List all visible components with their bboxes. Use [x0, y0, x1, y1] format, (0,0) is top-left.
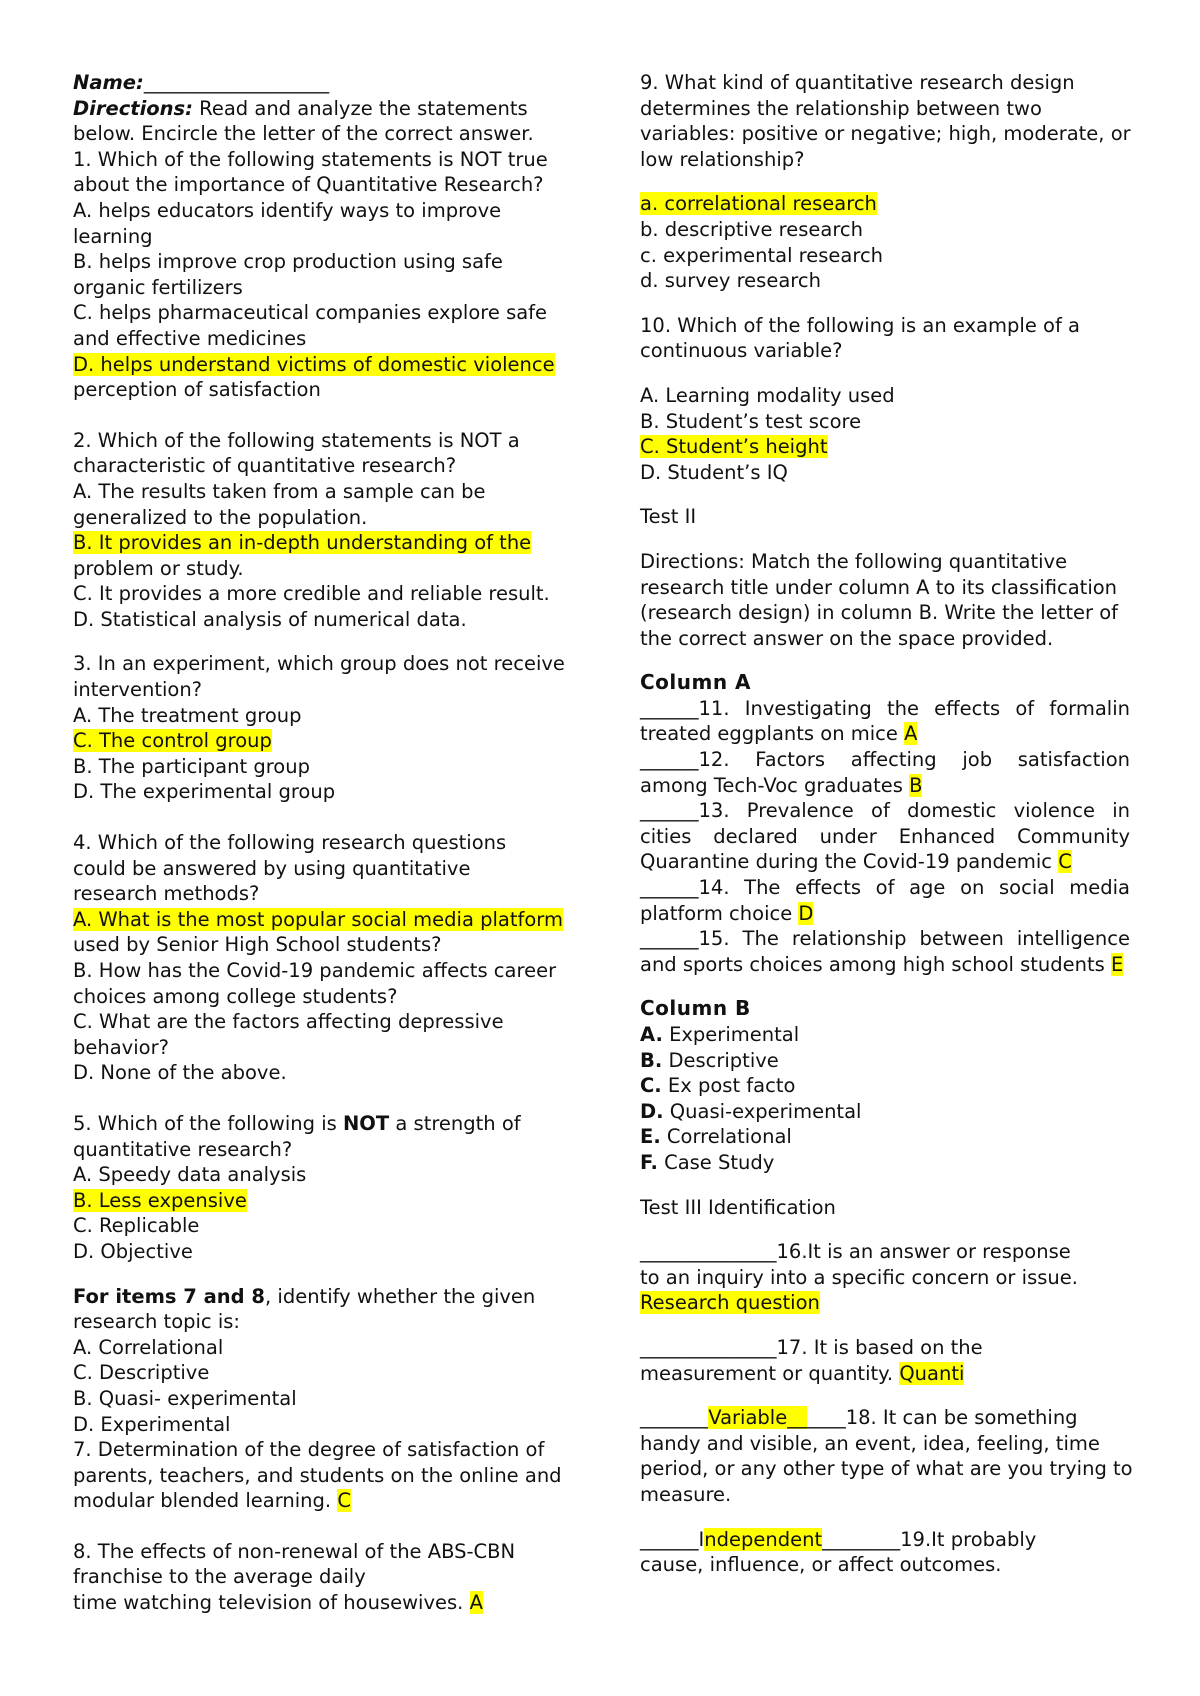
directions-line: Directions: Read and analyze the statements	[73, 96, 528, 120]
item-18-answer-highlighted: Variable__	[708, 1406, 807, 1430]
q4-stem: 4. Which of the following research questions	[73, 831, 507, 855]
column-b-item: E. Correlational	[640, 1125, 792, 1149]
q9-option-c[interactable]: c. experimental research	[640, 243, 884, 267]
q5-option-b-highlighted[interactable]: B. Less expensive	[73, 1188, 247, 1212]
q78-intro: For items 7 and 8, identify whether the given	[73, 1284, 536, 1308]
q1-stem: about the importance of Quantitative Research?	[73, 173, 544, 197]
q7-answer-highlighted: C	[337, 1489, 351, 1513]
item-14: ______14. The effects of age on social media	[640, 876, 1130, 900]
q2-stem: characteristic of quantitative research?	[73, 454, 457, 478]
q9-option-a-highlighted[interactable]: a. correlational research	[640, 192, 877, 216]
q4-option-c[interactable]: C. What are the factors affecting depressive	[73, 1010, 504, 1034]
q4-option-c[interactable]: behavior?	[73, 1035, 169, 1059]
q10-option-d[interactable]: D. Student’s IQ	[640, 460, 788, 484]
q5-option-d[interactable]: D. Objective	[73, 1239, 193, 1263]
item-17: measurement or quantity. Quanti	[640, 1361, 965, 1385]
q10-option-a[interactable]: A. Learning modality used	[640, 383, 895, 407]
q2-option-b[interactable]: problem or study.	[73, 556, 244, 580]
name-blank[interactable]: ___________________	[143, 71, 330, 94]
item-18: measure.	[640, 1482, 732, 1506]
q9-stem: variables: positive or negative; high, moderate, or	[640, 122, 1131, 146]
item-11-answer-highlighted: A	[904, 722, 918, 746]
directions-text: below. Encircle the letter of the correct answer.	[73, 122, 534, 146]
q1-option-d-highlighted[interactable]: D. helps understand victims of domestic violence	[73, 352, 555, 376]
q7-stem: parents, teachers, and students on the online and	[73, 1463, 562, 1487]
directions-label: Directions:	[73, 96, 193, 120]
item-19-answer-highlighted: ndependent	[704, 1527, 823, 1551]
q4-option-a-highlighted[interactable]: A. What is the most popular social media platform	[73, 907, 563, 931]
q1-option-c[interactable]: and effective medicines	[73, 326, 307, 350]
q3-option-d[interactable]: D. The experimental group	[73, 780, 336, 804]
item-16: ______________16.It is an answer or response	[640, 1240, 1071, 1264]
item-16: to an inquiry into a specific concern or issue.	[640, 1265, 1078, 1289]
q9-stem: determines the relationship between two	[640, 96, 1042, 120]
column-b-item: B. Descriptive	[640, 1048, 779, 1072]
test2-directions: research title under column A to its classification	[640, 575, 1118, 599]
q78-intro: research topic is:	[73, 1310, 240, 1334]
column-b-item: C. Ex post facto	[640, 1074, 796, 1098]
q2-option-a[interactable]: generalized to the population.	[73, 505, 368, 529]
item-14: platform choice D	[640, 901, 814, 925]
q78-option-b: B. Quasi- experimental	[73, 1386, 297, 1410]
item-18: _______Variable______18. It can be something	[640, 1406, 1078, 1430]
q5-stem: 5. Which of the following is NOT a strength of	[73, 1111, 521, 1135]
right-column	[640, 70, 1133, 1578]
q1-option-c[interactable]: C. helps pharmaceutical companies explore safe	[73, 301, 548, 325]
q5-option-c[interactable]: C. Replicable	[73, 1214, 200, 1238]
item-17-answer-highlighted: Quanti	[899, 1361, 965, 1385]
q1-stem: 1. Which of the following statements is NOT true	[73, 147, 548, 171]
q1-option-b[interactable]: B. helps improve crop production using safe	[73, 250, 503, 274]
q2-stem: 2. Which of the following statements is NOT a	[73, 428, 520, 452]
column-b-heading: Column B	[640, 996, 751, 1021]
item-19: ______Independent________19.It probably	[640, 1527, 1037, 1551]
name-line	[73, 70, 573, 96]
q1-option-b[interactable]: organic fertilizers	[73, 275, 243, 299]
q4-option-d[interactable]: D. None of the above.	[73, 1061, 287, 1085]
test2-directions: Directions: Match the following quantitative	[640, 549, 1068, 573]
q1-option-a[interactable]: learning	[73, 224, 153, 248]
test2-directions: the correct answer on the space provided.	[640, 626, 1054, 650]
item-13: Quarantine during the Covid-19 pandemic C	[640, 850, 1072, 874]
q4-stem: could be answered by using quantitative	[73, 856, 471, 880]
item-13-answer-highlighted: C	[1058, 850, 1072, 874]
q5-stem: quantitative research?	[73, 1137, 293, 1161]
item-11: ______11. Investigating the effects of formalin	[640, 696, 1130, 720]
q10-stem: continuous variable?	[640, 339, 843, 363]
q8-stem: franchise to the average daily	[73, 1565, 366, 1589]
q10-option-b[interactable]: B. Student’s test score	[640, 409, 862, 433]
q9-stem: 9. What kind of quantitative research design	[640, 71, 1075, 94]
q4-stem: research methods?	[73, 882, 260, 906]
q10-option-c-highlighted[interactable]: C. Student’s height	[640, 435, 828, 459]
item-12-answer-highlighted: B	[909, 773, 923, 797]
left-column	[73, 70, 573, 1616]
q9-stem: low relationship?	[640, 147, 805, 171]
q4-option-b[interactable]: B. How has the Covid-19 pandemic affects career	[73, 959, 557, 982]
item-18: period, or any other type of what are you trying to	[640, 1457, 1133, 1481]
item-15-answer-highlighted: E	[1111, 952, 1124, 976]
column-b-item: F. Case Study	[640, 1150, 775, 1174]
item-11: treated eggplants on mice A	[640, 722, 918, 746]
item-19: cause, influence, or affect outcomes.	[640, 1553, 1002, 1577]
q8-answer-highlighted: A	[469, 1591, 483, 1615]
item-15: ______15. The relationship between intelligence	[640, 927, 1130, 951]
q2-option-d[interactable]: D. Statistical analysis of numerical data.	[73, 607, 467, 631]
q1-option-a[interactable]: A. helps educators identify ways to improve	[73, 198, 502, 222]
item-18: handy and visible, an event, idea, feeling, time	[640, 1431, 1100, 1455]
item-17: ______________17. It is based on the	[640, 1335, 983, 1359]
test2-directions: (research design) in column B. Write the letter of	[640, 601, 1118, 625]
q2-option-a[interactable]: A. The results taken from a sample can be	[73, 479, 486, 503]
q3-option-a[interactable]: A. The treatment group	[73, 703, 302, 727]
q4-option-a[interactable]: used by Senior High School students?	[73, 933, 442, 957]
item-16-answer-highlighted: Research question	[640, 1291, 820, 1315]
q9-option-d[interactable]: d. survey research	[640, 269, 821, 293]
item-13: cities declared under Enhanced Community	[640, 824, 1130, 848]
q78-option-d: D. Experimental	[73, 1412, 231, 1436]
q10-stem: 10. Which of the following is an example of a	[640, 313, 1080, 337]
q3-stem: 3. In an experiment, which group does not receive	[73, 652, 565, 676]
q9-option-b[interactable]: b. descriptive research	[640, 217, 864, 241]
q3-option-c-highlighted[interactable]: C. The control group	[73, 729, 272, 753]
test3-title: Test III Identification	[640, 1195, 836, 1219]
q3-option-b[interactable]: B. The participant group	[73, 754, 310, 778]
q7-stem: 7. Determination of the degree of satisfaction of	[73, 1438, 545, 1462]
column-b-item: D. Quasi-experimental	[640, 1099, 862, 1123]
item-12: among Tech-Voc graduates B	[640, 773, 923, 797]
item-14-answer-highlighted: D	[798, 901, 814, 925]
q8-stem: 8. The effects of non-renewal of the ABS-CBN	[73, 1539, 516, 1563]
item-13: ______13. Prevalence of domestic violence in	[640, 799, 1130, 823]
item-12: ______12. Factors affecting job satisfaction	[640, 748, 1130, 772]
test2-title: Test II	[640, 505, 697, 529]
q78-option-a: A. Correlational	[73, 1335, 224, 1359]
q5-option-a[interactable]: A. Speedy data analysis	[73, 1163, 307, 1187]
item-15: and sports choices among high school students E	[640, 952, 1124, 976]
q2-option-c[interactable]: C. It provides a more credible and reliable result.	[73, 582, 550, 606]
q4-option-b[interactable]: choices among college students?	[73, 984, 398, 1008]
name-label: Name:	[73, 71, 144, 94]
q2-option-b-highlighted[interactable]: B. It provides an in-depth understanding of the	[73, 531, 532, 555]
q1-option-d[interactable]: perception of satisfaction	[73, 378, 321, 402]
q8-stem: time watching television of housewives. A	[73, 1591, 483, 1615]
q7-stem: modular blended learning. C	[73, 1489, 351, 1513]
column-a-heading: Column A	[640, 670, 752, 695]
q78-option-c: C. Descriptive	[73, 1361, 210, 1385]
q3-stem: intervention?	[73, 678, 203, 702]
column-b-item: A. Experimental	[640, 1023, 800, 1046]
